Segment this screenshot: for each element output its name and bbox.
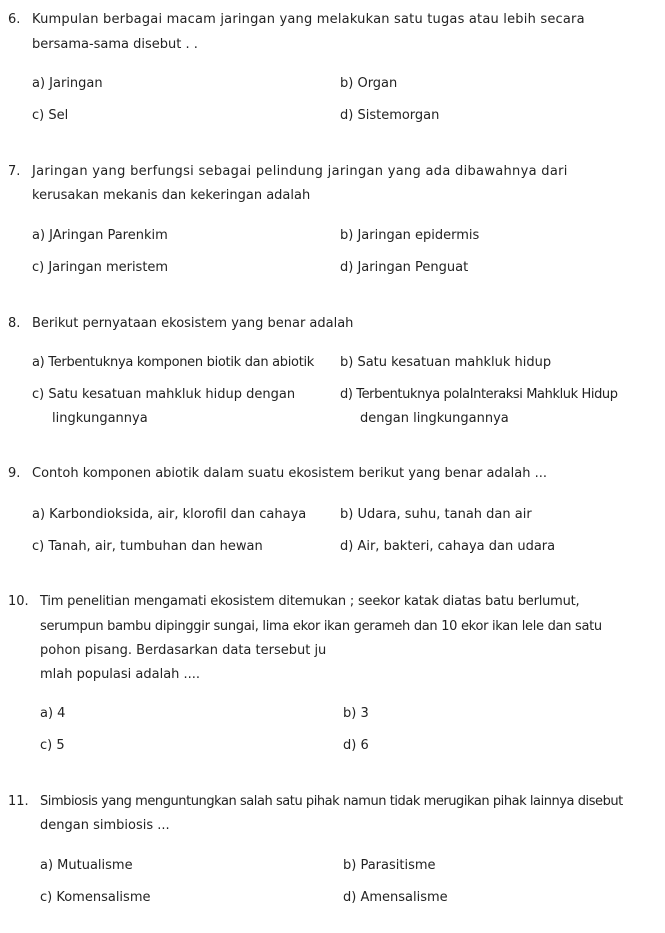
question-7-option-a[interactable]: a) JAringan Parenkim — [32, 228, 168, 243]
question-8-number: 8. — [8, 316, 21, 331]
question-8-option-c-continuation: lingkungannya — [52, 411, 148, 426]
question-10-text-line1: Tim penelitian mengamati ekosistem ditemukan ; seekor katak diatas batu berlumut, — [40, 594, 580, 609]
question-10-option-b[interactable]: b) 3 — [343, 706, 369, 721]
question-10-number: 10. — [8, 594, 29, 609]
question-10-text-line2: serumpun bambu dipinggir sungai, lima ekor ikan gerameh dan 10 ekor ikan lele dan satu — [40, 619, 602, 634]
question-7-number: 7. — [8, 164, 21, 179]
question-11-option-c[interactable]: c) Komensalisme — [40, 890, 151, 905]
question-6-option-a[interactable]: a) Jaringan — [32, 76, 103, 91]
question-10-text-line4: mlah populasi adalah .... — [40, 667, 201, 682]
question-6-option-d[interactable]: d) Sistemorgan — [340, 108, 440, 123]
question-11-option-d[interactable]: d) Amensalisme — [343, 890, 448, 905]
question-6-text-line1: Kumpulan berbagai macam jaringan yang melakukan satu tugas atau lebih secara — [32, 12, 585, 27]
question-8-option-a[interactable]: a) Terbentuknya komponen biotik dan abiotik — [32, 355, 315, 370]
question-9-option-b[interactable]: b) Udara, suhu, tanah dan air — [340, 507, 532, 522]
question-10-option-a[interactable]: a) 4 — [40, 706, 66, 721]
question-6-text-line2: bersama-sama disebut . . — [32, 37, 198, 52]
question-8-option-c[interactable]: c) Satu kesatuan mahkluk hidup dengan — [32, 387, 296, 402]
question-8-text-line1: Berikut pernyataan ekosistem yang benar adalah — [32, 316, 354, 331]
question-7-text-line2: kerusakan mekanis dan kekeringan adalah — [32, 188, 311, 203]
question-11-number: 11. — [8, 794, 29, 809]
question-6-number: 6. — [8, 12, 21, 27]
question-7-option-c[interactable]: c) Jaringan meristem — [32, 260, 169, 275]
question-9-number: 9. — [8, 466, 21, 481]
question-8-option-d[interactable]: d) Terbentuknya polaInteraksi Mahkluk Hidup — [340, 387, 618, 402]
question-7-option-d[interactable]: d) Jaringan Penguat — [340, 260, 469, 275]
question-9-option-a[interactable]: a) Karbondioksida, air, klorofil dan cahaya — [32, 507, 307, 522]
question-9-text-line1: Contoh komponen abiotik dalam suatu ekosistem berikut yang benar adalah ... — [32, 466, 547, 481]
question-11-option-b[interactable]: b) Parasitisme — [343, 858, 436, 873]
question-9-option-c[interactable]: c) Tanah, air, tumbuhan dan hewan — [32, 539, 263, 554]
question-6-option-c[interactable]: c) Sel — [32, 108, 69, 123]
question-6-option-b[interactable]: b) Organ — [340, 76, 398, 91]
question-10-option-d[interactable]: d) 6 — [343, 738, 369, 753]
question-9-option-d[interactable]: d) Air, bakteri, cahaya dan udara — [340, 539, 556, 554]
question-10-option-c[interactable]: c) 5 — [40, 738, 65, 753]
question-11-option-a[interactable]: a) Mutualisme — [40, 858, 133, 873]
question-7-text-line1: Jaringan yang berfungsi sebagai pelindung jaringan yang ada dibawahnya dari — [32, 164, 568, 179]
question-11-text-line2: dengan simbiosis ... — [40, 818, 170, 833]
question-8-option-b[interactable]: b) Satu kesatuan mahkluk hidup — [340, 355, 552, 370]
question-11-text-line1: Simbiosis yang menguntungkan salah satu pihak namun tidak merugikan pihak lainnya disebut — [40, 794, 623, 809]
question-7-option-b[interactable]: b) Jaringan epidermis — [340, 228, 480, 243]
question-8-option-d-continuation: dengan lingkungannya — [360, 411, 509, 426]
question-10-text-line3: pohon pisang. Berdasarkan data tersebut ju — [40, 643, 327, 658]
